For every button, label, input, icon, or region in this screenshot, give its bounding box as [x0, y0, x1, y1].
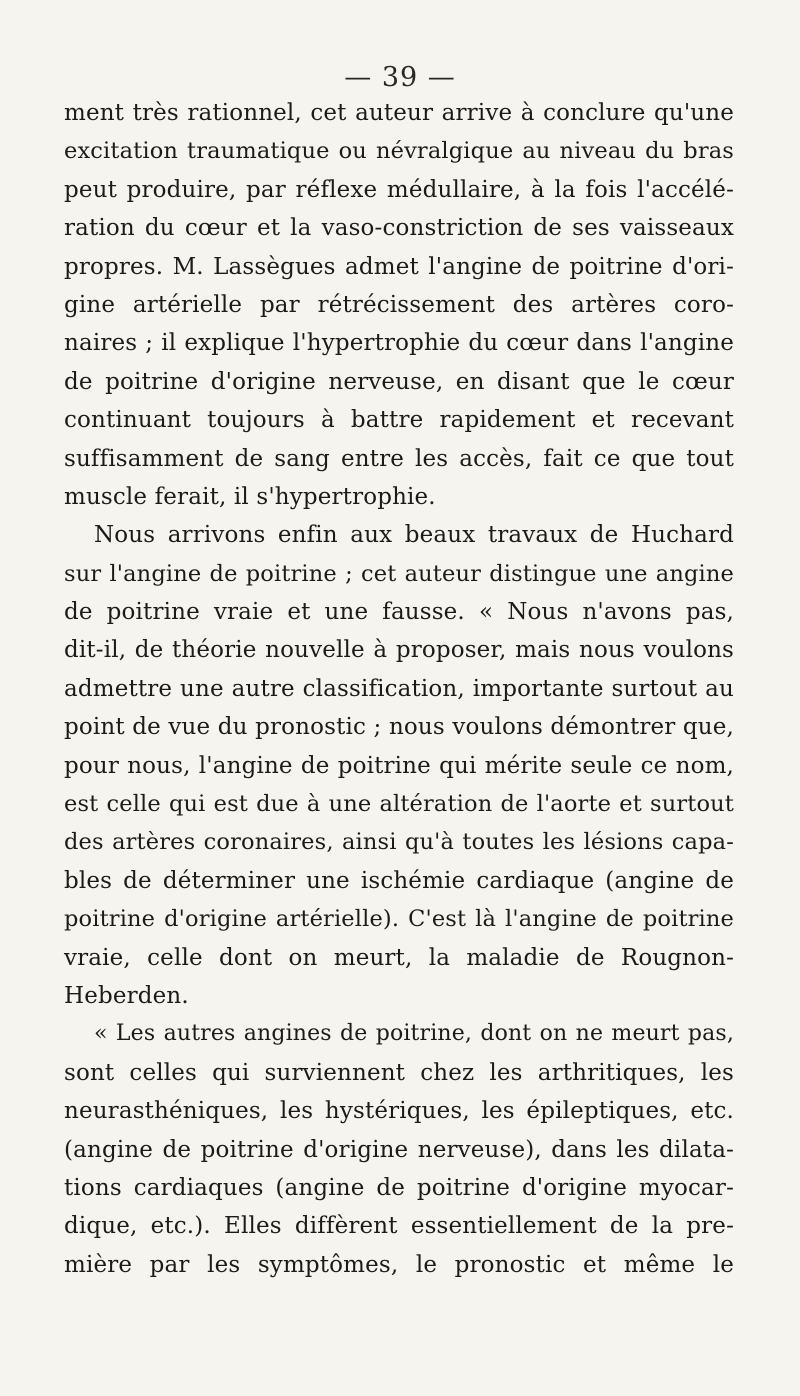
body-text: [64, 94, 734, 1284]
text-line: de poitrine vraie et une fausse. « Nous n'avons pas,: [64, 599, 734, 626]
text-line: pour nous, l'angine de poitrine qui mérite seule ce nom,: [64, 752, 734, 779]
text-line: dique, etc.). Elles diffèrent essentiellement de la pre-: [64, 1213, 734, 1240]
text-line: poitrine d'origine artérielle). C'est là l'angine de poitrine: [64, 906, 734, 933]
text-line: de poitrine d'origine nerveuse, en disant que le cœur: [64, 368, 734, 395]
text-line: propres. M. Lassègues admet l'angine de poitrine d'ori-: [64, 253, 734, 280]
text-line: muscle ferait, il s'hypertrophie.: [64, 483, 436, 510]
text-line: peut produire, par réflexe médullaire, à la fois l'accélé-: [64, 176, 734, 203]
text-line: gine artérielle par rétrécissement des artères coro-: [64, 291, 734, 318]
text-line: mière par les symptômes, le pronostic et même le: [64, 1251, 734, 1278]
text-line: neurasthéniques, les hystériques, les épileptiques, etc.: [64, 1098, 734, 1125]
page-number: — 39 —: [344, 62, 456, 93]
text-line: Nous arrivons enfin aux beaux travaux de Huchard: [94, 522, 734, 549]
text-line: continuant toujours à battre rapidement et recevant: [64, 407, 734, 434]
text-line: ment très rationnel, cet auteur arrive à conclure qu'une: [64, 100, 734, 126]
text-line: admettre une autre classification, importante surtout au: [64, 675, 734, 702]
text-line: excitation traumatique ou névralgique au niveau du bras: [64, 138, 734, 165]
text-line: des artères coronaires, ainsi qu'à toutes les lésions capa-: [64, 829, 734, 856]
text-line: sont celles qui surviennent chez les arthritiques, les: [64, 1059, 734, 1086]
text-line: est celle qui est due à une altération de l'aorte et surtout: [64, 791, 734, 818]
text-line: sur l'angine de poitrine ; cet auteur distingue une angine: [64, 560, 734, 587]
text-line: dit-il, de théorie nouvelle à proposer, mais nous voulons: [64, 637, 734, 664]
text-line: Heberden.: [64, 982, 189, 1009]
text-line: vraie, celle dont on meurt, la maladie de Rougnon-: [64, 944, 734, 971]
text-line: point de vue du pronostic ; nous voulons démontrer que,: [64, 714, 734, 741]
text-line: (angine de poitrine d'origine nerveuse), dans les dilata-: [64, 1136, 734, 1163]
text-line: suffisamment de sang entre les accès, fait ce que tout: [64, 445, 734, 472]
text-line: naires ; il explique l'hypertrophie du cœur dans l'angine: [64, 330, 734, 357]
text-line: ration du cœur et la vaso-constriction de ses vaisseaux: [64, 215, 734, 242]
text-line: « Les autres angines de poitrine, dont on ne meurt pas,: [94, 1021, 734, 1047]
text-line: bles de déterminer une ischémie cardiaque (angine de: [64, 867, 734, 894]
text-line: tions cardiaques (angine de poitrine d'origine myocar-: [64, 1174, 734, 1201]
